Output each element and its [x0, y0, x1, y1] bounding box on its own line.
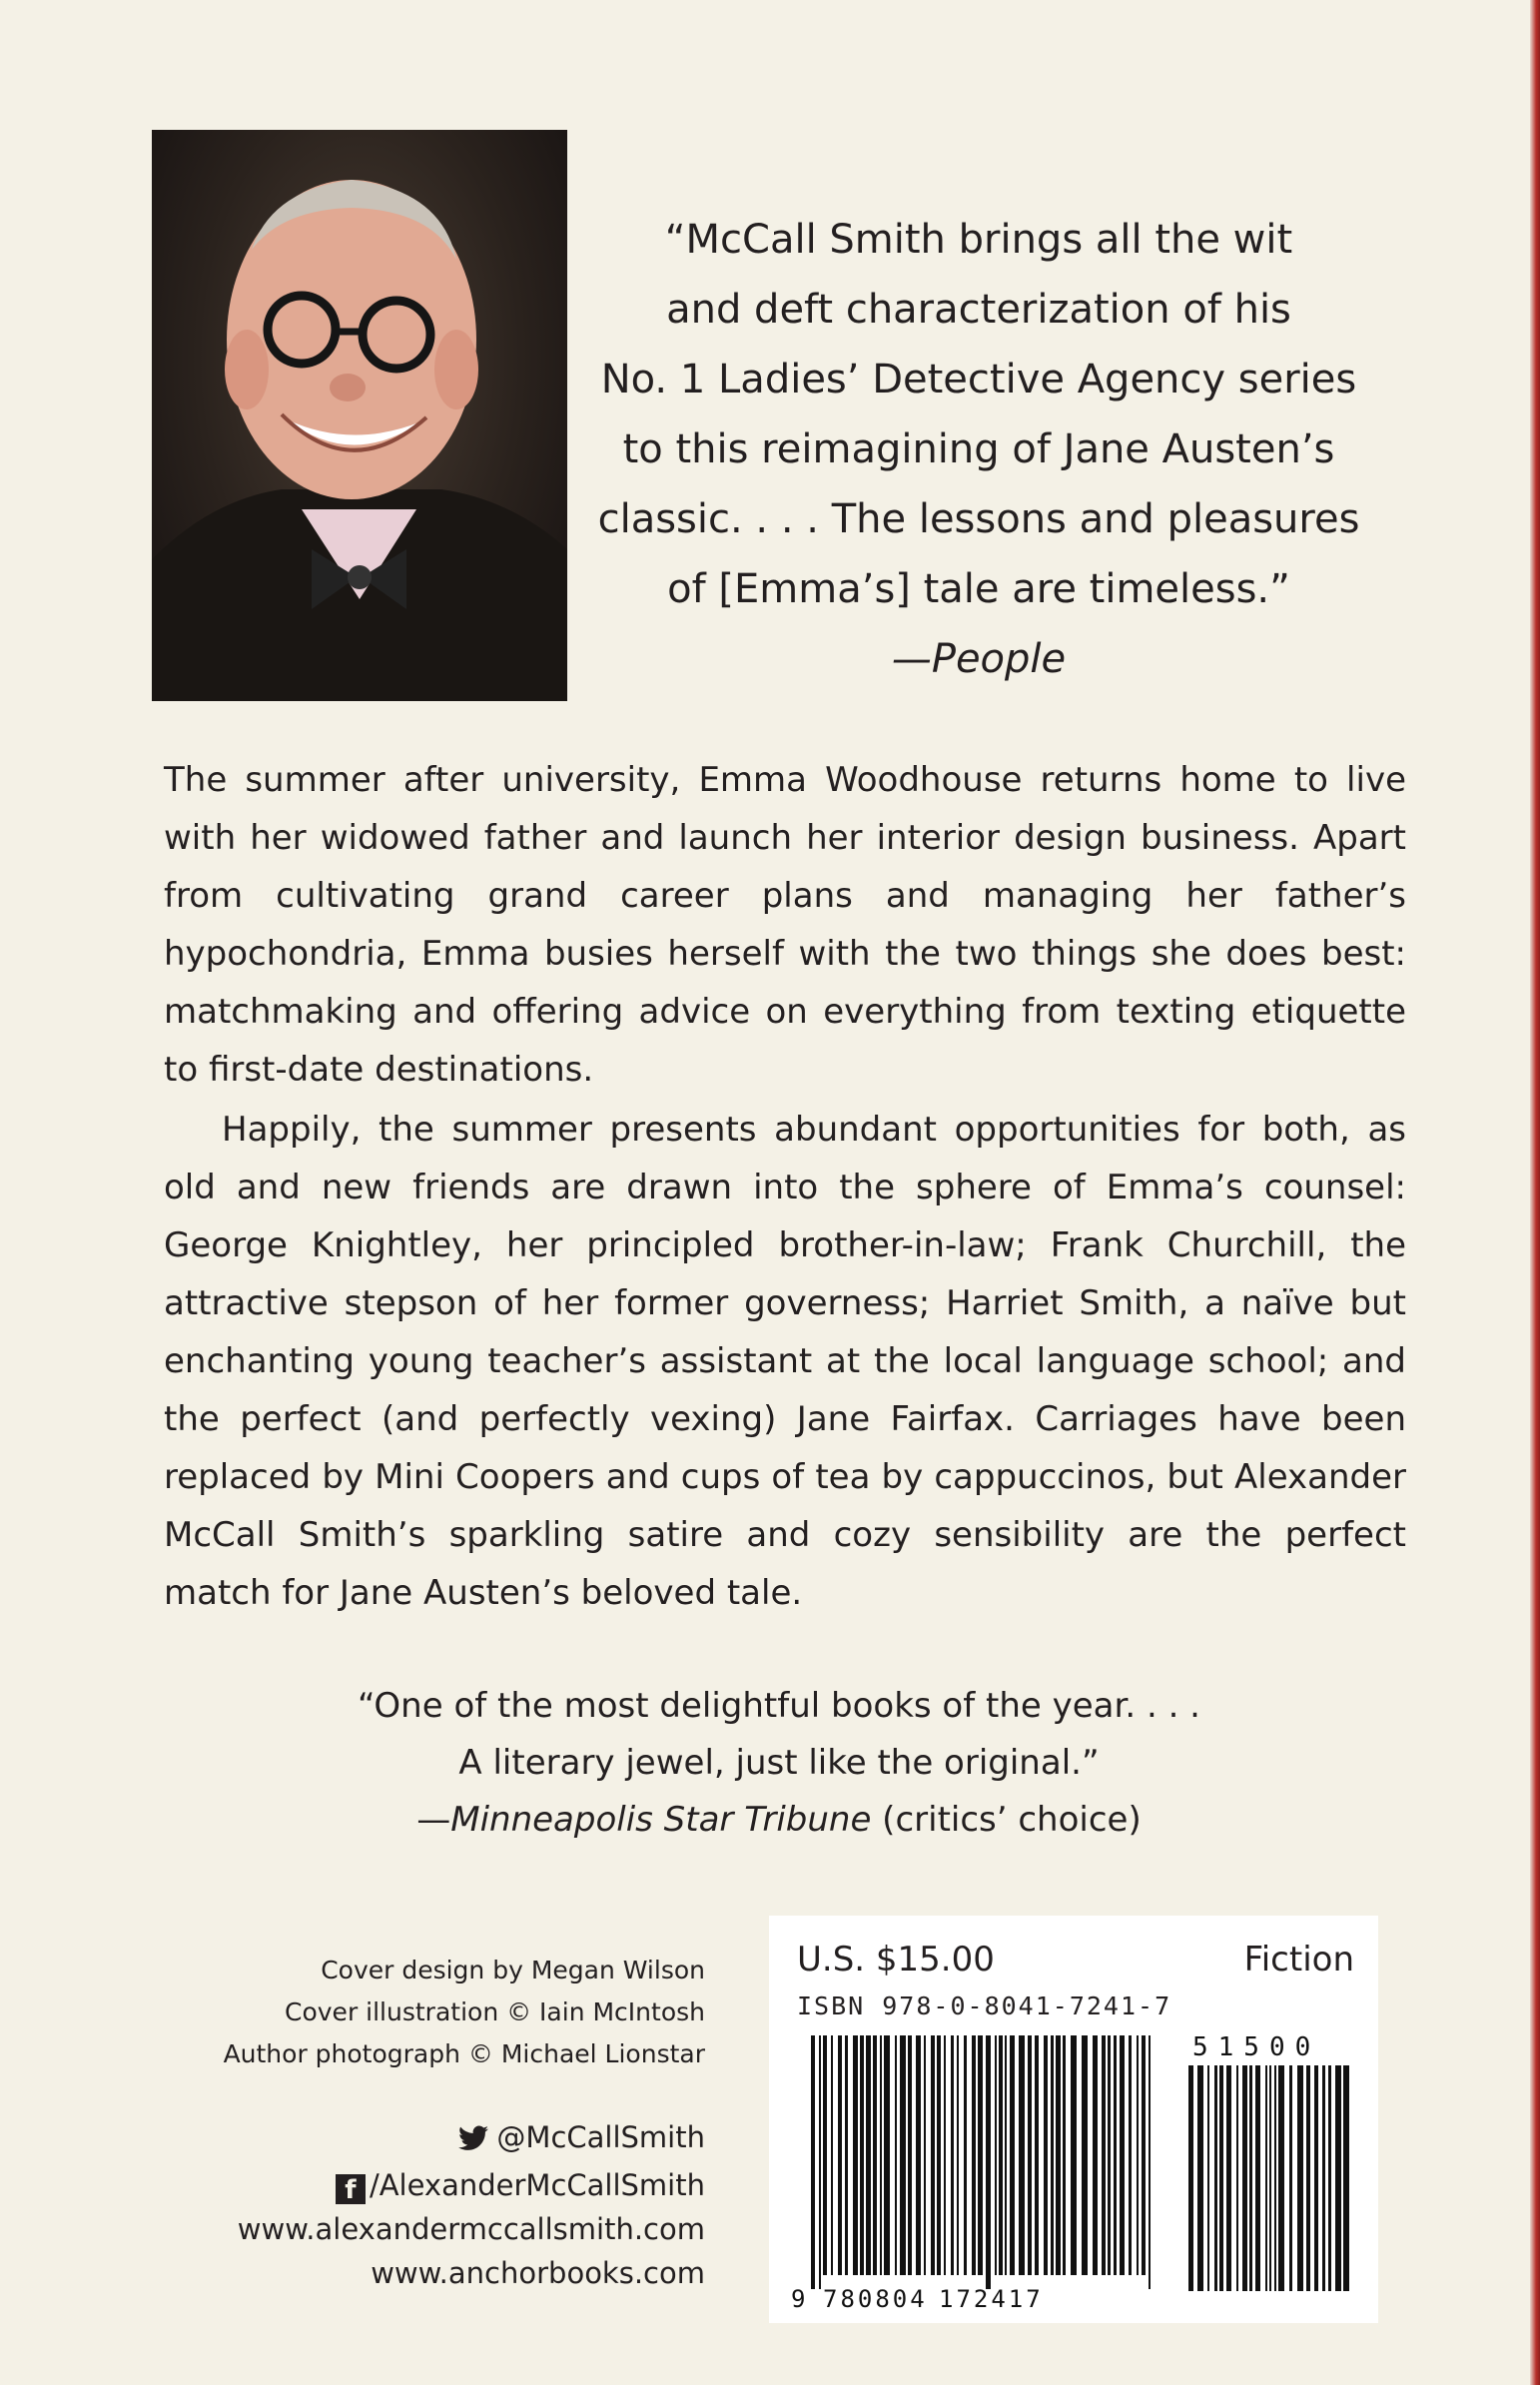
addon-barcode-bars — [1188, 2065, 1349, 2291]
bottom-quote-attribution — [300, 1792, 1258, 1849]
genre-label: Fiction — [1243, 1940, 1354, 1980]
barcode-bar — [1255, 2065, 1260, 2291]
barcode-bar — [1093, 2035, 1098, 2275]
barcode-bar — [1314, 2065, 1318, 2291]
isbn-barcode — [787, 2029, 1364, 2311]
barcode-bar — [957, 2035, 959, 2275]
barcode-bar — [1328, 2065, 1331, 2291]
barcode-bar — [999, 2035, 1003, 2275]
barcode-bar — [838, 2035, 842, 2275]
barcode-bar — [1322, 2065, 1325, 2291]
description-paragraph-1: The summer after university, Emma Woodhouse returns home to live with her widowed father and launch her interior design business. Apart from cultivating grand career plans and managing her father’s hypochondria, Emma busies herself with the two things she does best: matchmaking and offering advice on everything from texting etiquette to first-date destinations. — [164, 760, 1406, 1090]
bottom-quote-line: A literary jewel, just like the original.” — [458, 1743, 1100, 1783]
top-quote-line: and deft characterization of his — [666, 287, 1291, 333]
top-quote-line: of [Emma’s] tale are timeless.” — [667, 566, 1290, 612]
author-photo-credit: Author photograph © Michael Lionstar — [223, 2039, 705, 2068]
barcode-bar — [1044, 2035, 1048, 2275]
social-links — [120, 2115, 705, 2295]
barcode-bar — [1114, 2035, 1117, 2275]
barcode-bar — [1051, 2035, 1054, 2275]
barcode-bar — [823, 2035, 827, 2275]
top-quote-attribution: —People — [891, 636, 1067, 682]
facebook-icon: f — [336, 2174, 366, 2204]
barcode-bar — [1265, 2065, 1267, 2291]
barcode-bar — [1249, 2065, 1252, 2291]
barcode-digits-left: 780804 — [823, 2285, 928, 2311]
barcode-bar — [944, 2035, 946, 2275]
barcode-bar — [811, 2035, 815, 2289]
barcode-bar — [1137, 2035, 1139, 2275]
barcode-bar — [964, 2035, 967, 2275]
barcode-bar — [1197, 2065, 1203, 2291]
barcode-bar — [1236, 2065, 1238, 2291]
facebook-page: /AlexanderMcCallSmith — [369, 2168, 705, 2202]
barcode-bar — [1063, 2035, 1066, 2275]
barcode-bar — [1056, 2035, 1061, 2275]
barcode-bar — [880, 2035, 882, 2275]
top-quote-line: classic. . . . The lessons and pleasures — [597, 496, 1360, 542]
barcode-bar — [873, 2035, 877, 2275]
barcode-bar — [951, 2035, 954, 2275]
barcode-bar — [1242, 2065, 1247, 2291]
barcode-bar — [908, 2035, 912, 2275]
barcode-bar — [1035, 2035, 1039, 2275]
barcode-bar — [1005, 2035, 1007, 2275]
isbn-label: ISBN 978-0-8041-7241-7 — [797, 1991, 1172, 2020]
barcode-bar — [1108, 2035, 1111, 2275]
barcode-bar — [884, 2035, 890, 2275]
barcode-bar — [916, 2035, 921, 2275]
top-review-quote — [589, 205, 1368, 694]
barcode-bar — [1129, 2035, 1132, 2275]
barcode-bar — [1149, 2035, 1151, 2289]
price-label: U.S. $15.00 — [797, 1940, 995, 1980]
barcode-bar — [1274, 2065, 1276, 2291]
barcode-bar — [1028, 2035, 1032, 2275]
barcode-bar — [978, 2035, 983, 2275]
barcode-bar — [1226, 2065, 1231, 2291]
barcode-bar — [1278, 2065, 1284, 2291]
twitter-bird-icon — [458, 2119, 488, 2163]
cover-illustration-credit: Cover illustration © Iain McIntosh — [285, 1997, 705, 2026]
barcode-bar — [819, 2035, 821, 2289]
barcode-bar — [1219, 2065, 1223, 2291]
attribution-note: (critics’ choice) — [871, 1800, 1142, 1840]
attribution-source: Minneapolis Star Tribune — [450, 1800, 872, 1840]
barcode-bar — [1335, 2065, 1341, 2291]
barcode-bar — [995, 2035, 997, 2275]
cover-red-edge — [1530, 0, 1540, 2385]
top-quote-line: No. 1 Ladies’ Detective Agency series — [600, 357, 1357, 402]
bottom-review-quote — [300, 1678, 1258, 1849]
barcode-bar — [1142, 2035, 1146, 2275]
cover-credits — [120, 1950, 705, 2075]
barcode-panel — [769, 1916, 1378, 2323]
addon-digits: 51500 — [1192, 2032, 1321, 2062]
barcode-bar — [972, 2035, 976, 2275]
facebook-row — [120, 2163, 705, 2207]
main-barcode-bars — [811, 2035, 1151, 2289]
barcode-bar — [1289, 2065, 1292, 2291]
barcode-bar — [1207, 2065, 1209, 2291]
barcode-bar — [937, 2035, 941, 2275]
twitter-handle-row — [120, 2115, 705, 2163]
barcode-bar — [853, 2035, 858, 2275]
barcode-bar — [1010, 2035, 1015, 2275]
barcode-bar — [1188, 2065, 1193, 2291]
book-description — [164, 751, 1406, 1622]
attribution-dash: — — [416, 1800, 451, 1840]
barcode-bar — [900, 2035, 906, 2275]
barcode-bar — [1120, 2035, 1125, 2275]
barcode-digits-right: 172417 — [939, 2285, 1044, 2311]
barcode-bar — [895, 2035, 897, 2275]
barcode-bar — [1343, 2065, 1349, 2291]
barcode-bar — [1019, 2035, 1025, 2275]
barcode-bar — [924, 2035, 926, 2275]
publisher-website: www.anchorbooks.com — [371, 2256, 705, 2290]
barcode-digit-lead: 9 — [791, 2285, 806, 2311]
author-website: www.alexandermccallsmith.com — [237, 2212, 705, 2246]
top-quote-line: to this reimagining of Jane Austen’s — [622, 426, 1335, 472]
barcode-bar — [1269, 2065, 1271, 2291]
barcode-bar — [1102, 2035, 1106, 2275]
barcode-bar — [860, 2035, 864, 2275]
barcode-bar — [931, 2035, 935, 2275]
barcode-bar — [866, 2035, 871, 2275]
twitter-handle: @McCallSmith — [496, 2120, 705, 2154]
barcode-bar — [1306, 2065, 1310, 2291]
barcode-bar — [1082, 2035, 1088, 2275]
cover-design-credit: Cover design by Megan Wilson — [321, 1956, 705, 1985]
description-paragraph-2: Happily, the summer presents abundant opportunities for both, as old and new friends are drawn into the sphere of Emma’s counsel: George Knightley, her principled brother-in-law; Frank Churchill, the attractive stepson of her former governess; Harriet Smith, a naïve but enchanting young teacher’s assistant at the local language school; and the perfect (and perfectly vexing) Jane Fairfax. Carriages have been replaced by Mini Coopers and cups of tea by cappuccinos, but Alexander McCall Smith’s sparkling satire and cozy sensibility are the perfect match for Jane Austen’s beloved tale. — [164, 1110, 1406, 1613]
barcode-bar — [1214, 2065, 1217, 2291]
bottom-quote-line: “One of the most delightful books of the year. . . . — [358, 1686, 1200, 1726]
author-photo — [152, 130, 567, 701]
barcode-bar — [986, 2035, 991, 2289]
barcode-bar — [831, 2035, 833, 2275]
barcode-bar — [1071, 2035, 1077, 2275]
top-quote-line: “McCall Smith brings all the wit — [664, 217, 1293, 263]
barcode-bar — [845, 2035, 848, 2275]
barcode-bar — [1297, 2065, 1303, 2291]
